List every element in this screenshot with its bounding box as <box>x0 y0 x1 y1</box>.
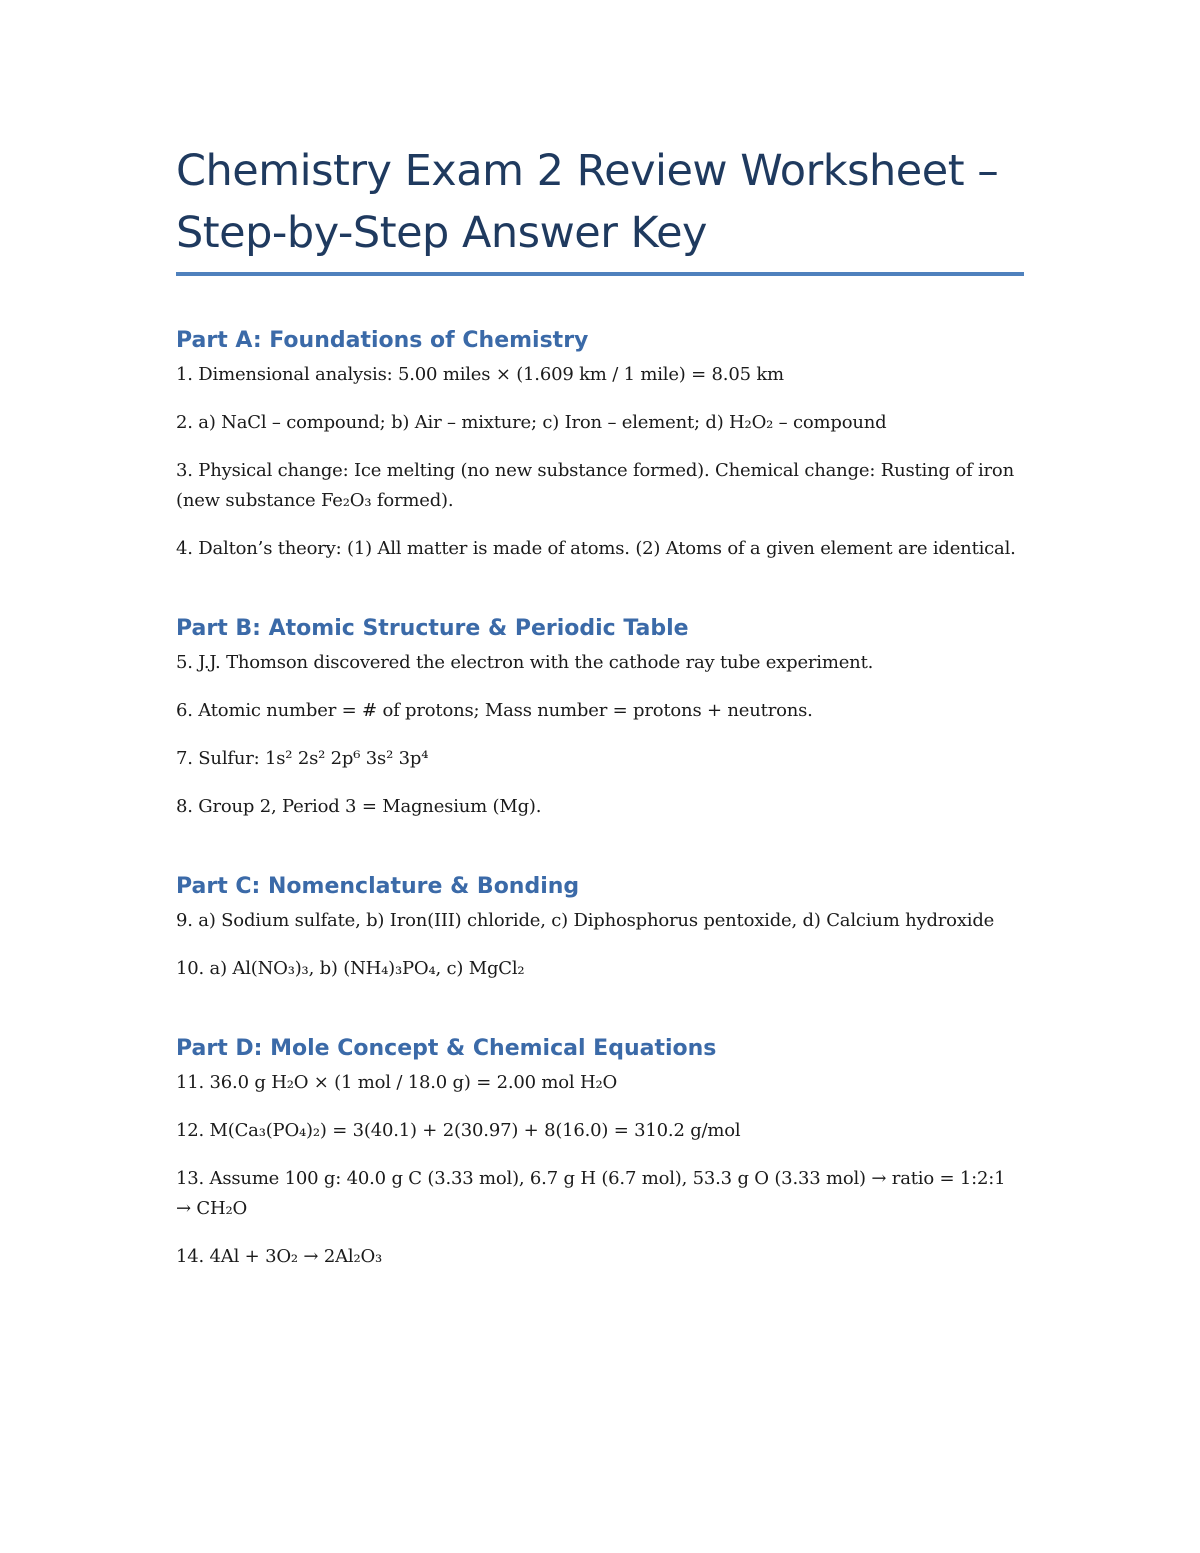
answer-item-6: 6. Atomic number = # of protons; Mass number = protons + neutrons. <box>176 700 813 721</box>
answer-item-5: 5. J.J. Thomson discovered the electron with the cathode ray tube experiment. <box>176 652 874 673</box>
answer-item-7: 7. Sulfur: 1s² 2s² 2p⁶ 3s² 3p⁴ <box>176 748 429 769</box>
section-heading: Part A: Foundations of Chemistry <box>176 328 589 353</box>
section-heading: Part B: Atomic Structure & Periodic Table <box>176 616 689 641</box>
section-part-a <box>176 326 1024 564</box>
section-heading: Part D: Mole Concept & Chemical Equations <box>176 1036 717 1061</box>
section-part-b <box>176 614 1024 822</box>
document-title-line-2: Step-by-Step Answer Key <box>176 208 707 258</box>
document-page <box>176 140 1024 1272</box>
document-title-line-1: Chemistry Exam 2 Review Worksheet – <box>176 146 999 196</box>
answer-item-1: 1. Dimensional analysis: 5.00 miles × (1.609 km / 1 mile) = 8.05 km <box>176 364 784 385</box>
answer-item-3: 3. Physical change: Ice melting (no new substance formed). Chemical change: Rusting of iron (new substance Fe₂O₃ formed). <box>176 460 1014 511</box>
section-part-d <box>176 1034 1024 1272</box>
answer-item-8: 8. Group 2, Period 3 = Magnesium (Mg). <box>176 796 542 817</box>
answer-item-9: 9. a) Sodium sulfate, b) Iron(III) chloride, c) Diphosphorus pentoxide, d) Calcium hydroxide <box>176 910 995 931</box>
answer-item-2: 2. a) NaCl – compound; b) Air – mixture; c) Iron – element; d) H₂O₂ – compound <box>176 412 887 433</box>
answer-item-14: 14. 4Al + 3O₂ → 2Al₂O₃ <box>176 1246 383 1267</box>
answer-item-10: 10. a) Al(NO₃)₃, b) (NH₄)₃PO₄, c) MgCl₂ <box>176 958 525 979</box>
answer-item-4: 4. Dalton’s theory: (1) All matter is made of atoms. (2) Atoms of a given element are identical. <box>176 538 1016 559</box>
section-heading: Part C: Nomenclature & Bonding <box>176 874 580 899</box>
title-underline <box>176 272 1024 276</box>
section-part-c <box>176 872 1024 984</box>
answer-item-12: 12. M(Ca₃(PO₄)₂) = 3(40.1) + 2(30.97) + 8(16.0) = 310.2 g/mol <box>176 1120 741 1141</box>
answer-item-13: 13. Assume 100 g: 40.0 g C (3.33 mol), 6.7 g H (6.7 mol), 53.3 g O (3.33 mol) → ratio = 1:2:1 → CH₂O <box>176 1168 1006 1219</box>
document-title <box>176 140 1024 264</box>
answer-item-11: 11. 36.0 g H₂O × (1 mol / 18.0 g) = 2.00 mol H₂O <box>176 1072 618 1093</box>
